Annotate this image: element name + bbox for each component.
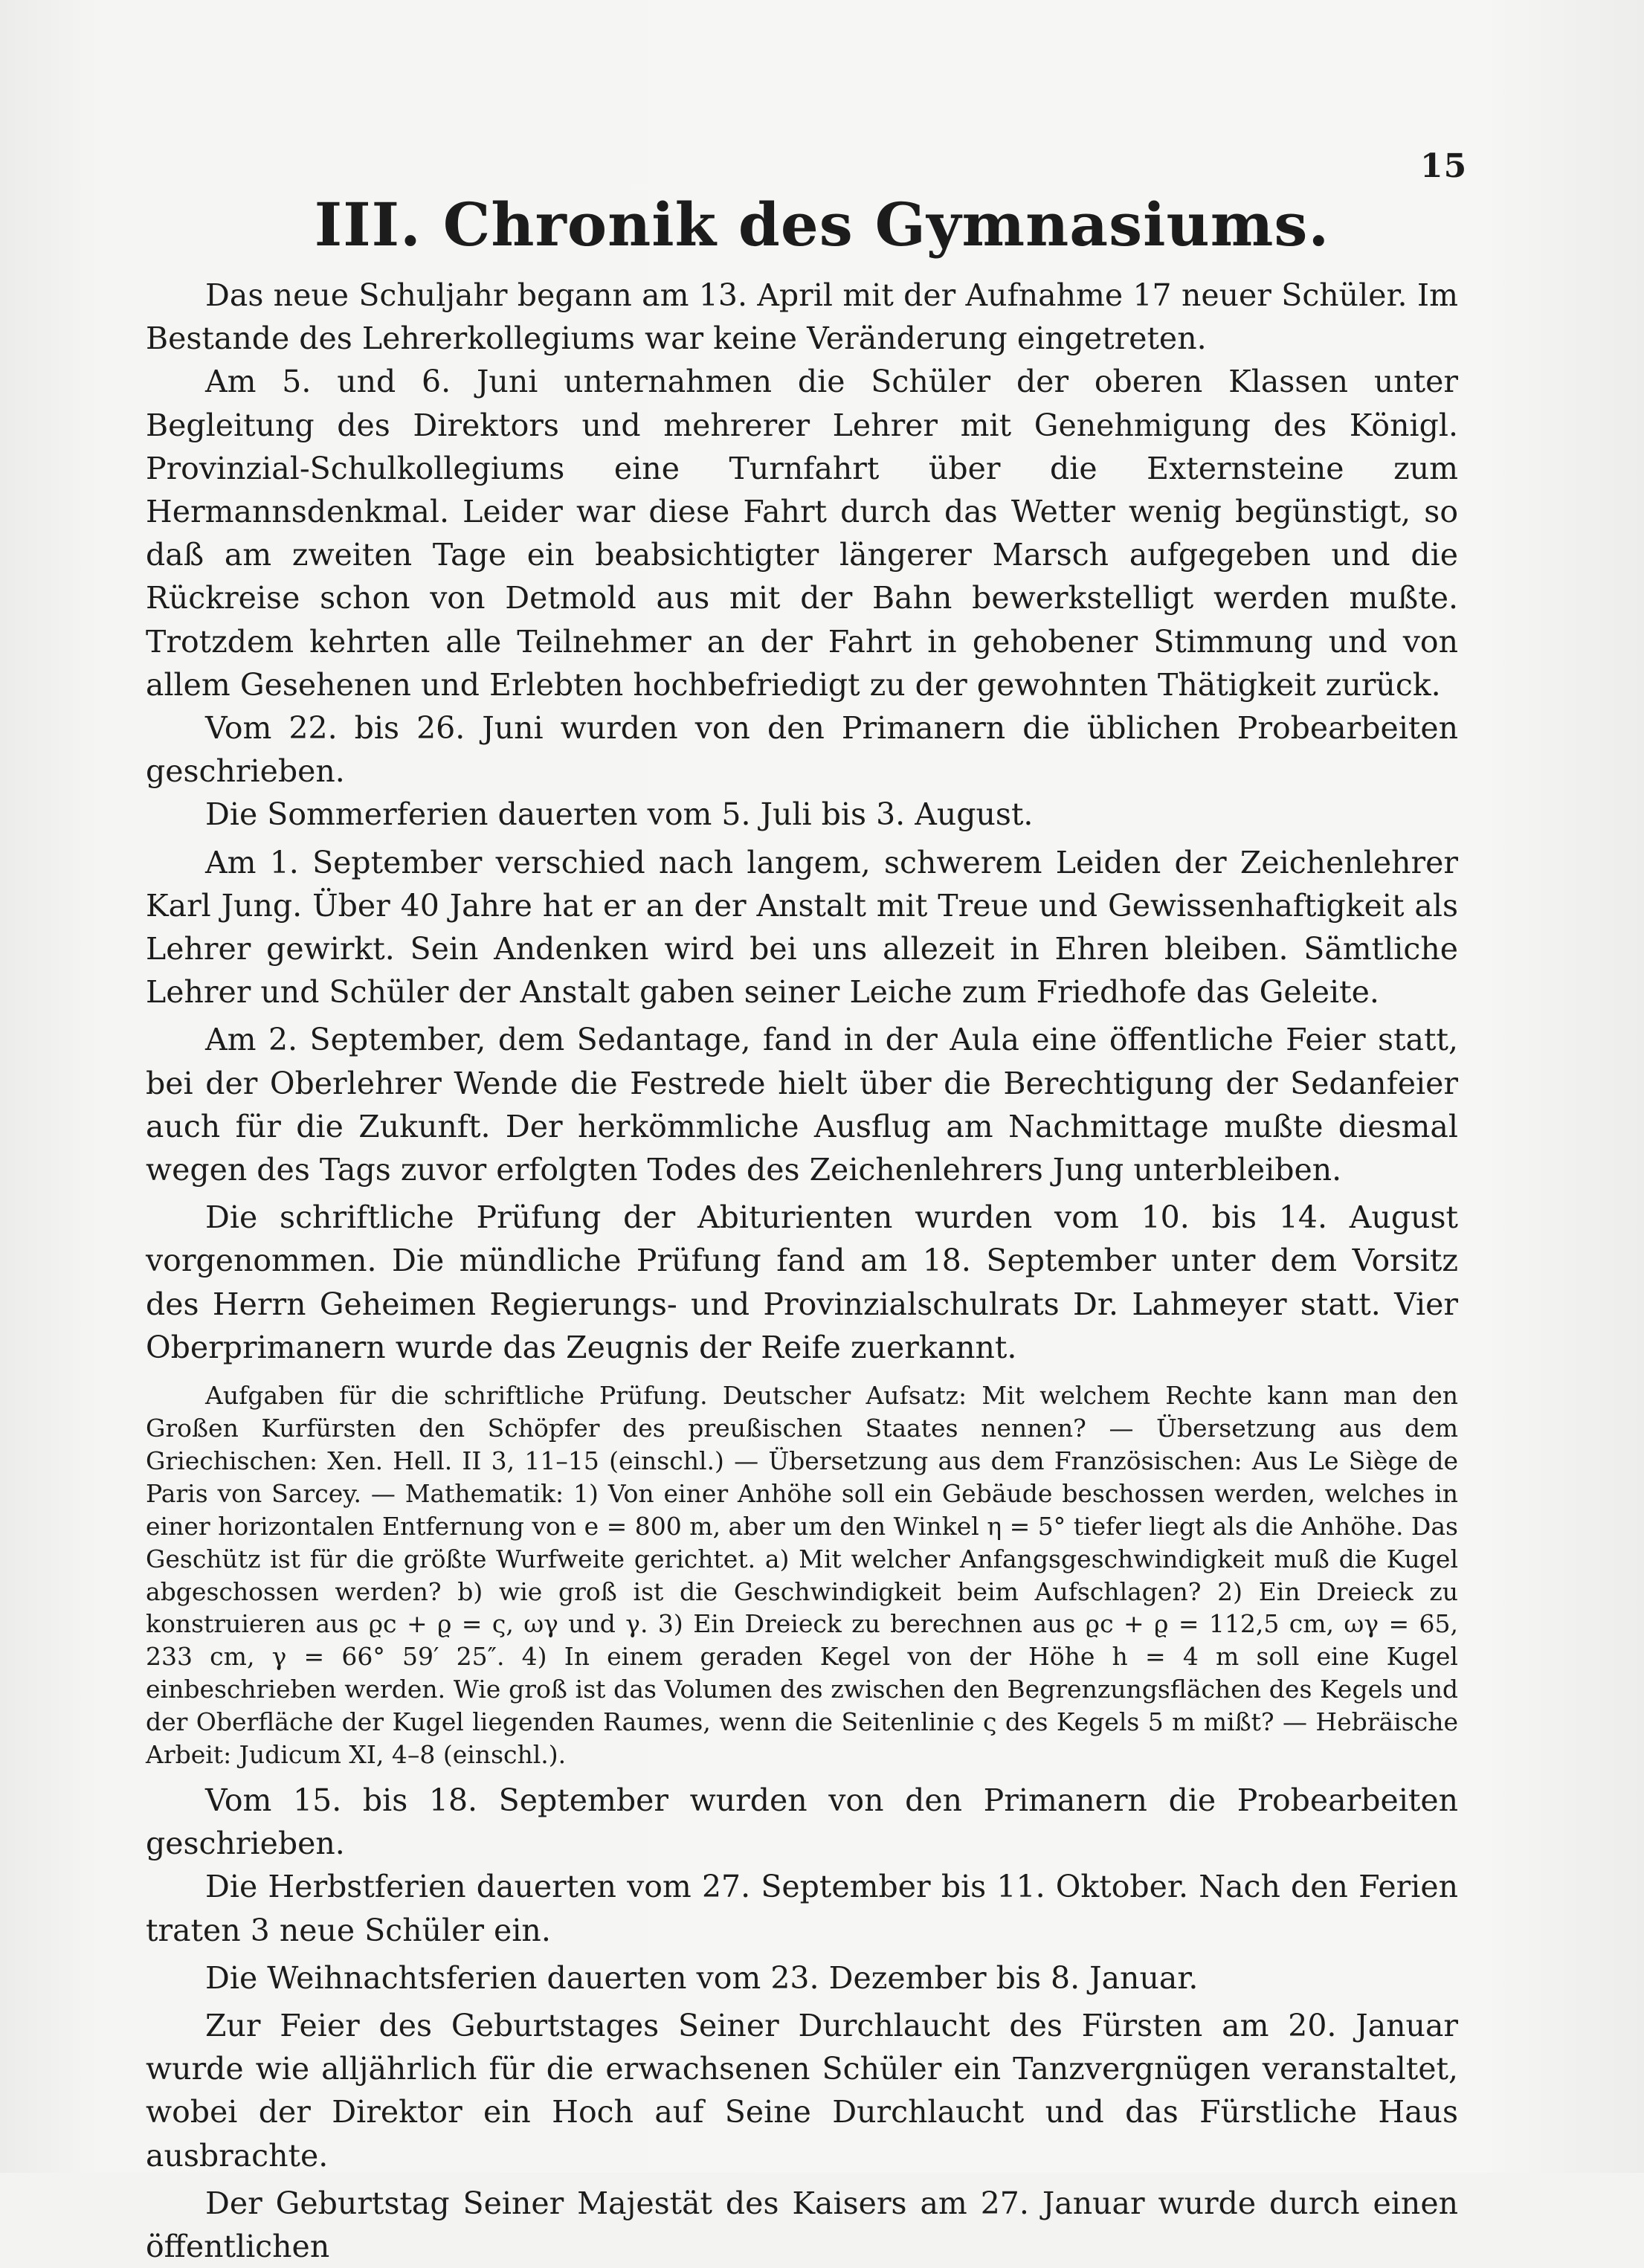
paragraph-sedan-day: Am 2. September, dem Sedantage, fand in der Aula eine öffentliche Feier statt, bei der Oberlehrer Wende die Festrede hielt über die Berechtigung der Sedanfeier auch für die Zukunft. Der herkömmliche Ausflug am Nachmittage mußte diesmal wegen des Tags zuvor erfolgten Todes des Zeichenlehrers Jung unterbleiben. bbox=[146, 1022, 1458, 1188]
paragraph-probearbeiten-june: Vom 22. bis 26. Juni wurden von den Primanern die üblichen Probearbeiten geschrieben. bbox=[146, 710, 1458, 790]
paragraph-probearbeiten-september: Vom 15. bis 18. September wurden von den Primanern die Probearbeiten geschrieben. bbox=[146, 1782, 1458, 1862]
paragraph-kaiser-birthday: Der Geburtstag Seiner Majestät des Kaisers am 27. Januar wurde durch einen öffentlichen bbox=[146, 2185, 1458, 2264]
paragraph-prince-birthday: Zur Feier des Geburtstages Seiner Durchlaucht des Fürsten am 20. Januar wurde wie alljährlich für die erwachsenen Schüler ein Tanzvergnügen veranstaltet, wobei der Direktor ein Hoch auf Seine Durchlaucht und das Fürstliche Haus ausbrachte. bbox=[146, 2007, 1458, 2174]
page-number: 15 bbox=[1420, 147, 1468, 185]
paragraph-excursion: Am 5. und 6. Juni unternahmen die Schüler der oberen Klassen unter Begleitung des Direktors und mehrerer Lehrer mit Genehmigung des Königl. Provinzial-Schulkollegiums eine Turnfahrt über die Externsteine zum Hermannsdenkmal. Leider war diese Fahrt durch das Wetter wenig begünstigt, so daß am zweiten Tage ein beabsichtigter längerer Marsch aufgegeben und die Rückreise schon von Detmold aus mit der Bahn bewerkstelligt werden mußte. Trotzdem kehrten alle Teilnehmer an der Fahrt in gehobener Stimmung und von allem Gesehenen und Erlebten hochbefriedigt zu der gewohnten Thätigkeit zurück. bbox=[146, 364, 1458, 703]
paragraph-school-year: Das neue Schuljahr begann am 13. April mit der Aufnahme 17 neuer Schüler. Im Bestande des Lehrerkollegiums war keine Veränderung eingetreten. bbox=[146, 277, 1458, 357]
paragraph-autumn-holidays: Die Herbstferien dauerten vom 27. September bis 11. Oktober. Nach den Ferien traten 3 neue Schüler ein. bbox=[146, 1869, 1458, 1948]
chapter-title: III. Chronik des Gymnasiums. bbox=[314, 190, 1330, 260]
exam-tasks-smallprint: Aufgaben für die schriftliche Prüfung. Deutscher Aufsatz: Mit welchem Rechte kann man den Großen Kurfürsten den Schöpfer des preußischen Staates nennen? — Übersetzung aus dem Griechischen: Xen. Hell. II 3, 11–15 (einschl.) — Übersetzung aus dem Französischen: Aus Le Siège de Paris von Sarcey. — Mathematik: 1) Von einer Anhöhe soll ein Gebäude beschossen werden, welches in einer horizontalen Entfernung von e = 800 m, aber um den Winkel η = 5° tiefer liegt als die Anhöhe. Das Geschütz ist für die größte Wurfweite gerichtet. a) Mit welcher Anfangsgeschwindigkeit muß die Kugel abgeschossen werden? b) wie groß ist die Geschwindigkeit beim Aufschlagen? 2) Ein Dreieck zu konstruieren aus ϱc + ϱ = ς, ωγ und γ. 3) Ein Dreieck zu berechnen aus ϱc + ϱ = 112,5 cm, ωγ = 65, 233 cm, γ = 66° 59′ 25″. 4) In einem geraden Kegel von der Höhe h = 4 m soll eine Kugel einbeschrieben werden. Wie groß ist das Volumen des zwischen den Begrenzungsflächen des Kegels und der Oberfläche der Kugel liegenden Raumes, wenn die Seitenlinie ς des Kegels 5 m mißt? — Hebräische Arbeit: Judicum XI, 4–8 (einschl.). bbox=[146, 1381, 1458, 1770]
paragraph-obituary-jung: Am 1. September verschied nach langem, schwerem Leiden der Zeichenlehrer Karl Jung. Über 40 Jahre hat er an der Anstalt mit Treue und Gewissenhaftigkeit als Lehrer gewirkt. Sein Andenken wird bei uns allezeit in Ehren bleiben. Sämtliche Lehrer und Schüler der Anstalt gaben seiner Leiche zum Friedhofe das Geleite. bbox=[146, 844, 1458, 1011]
chronicle-text bbox=[146, 274, 1458, 2268]
paragraph-christmas-holidays: Die Weihnachtsferien dauerten vom 23. Dezember bis 8. Januar. bbox=[205, 1959, 1199, 1996]
paragraph-final-exam: Die schriftliche Prüfung der Abiturienten wurden vom 10. bis 14. August vorgenommen. Die mündliche Prüfung fand am 18. September unter dem Vorsitz des Herrn Geheimen Regierungs- und Provinzialschulrats Dr. Lahmeyer statt. Vier Oberprimanern wurde das Zeugnis der Reife zuerkannt. bbox=[146, 1199, 1458, 1365]
paragraph-summer-holidays: Die Sommerferien dauerten vom 5. Juli bis 3. August. bbox=[205, 796, 1034, 833]
